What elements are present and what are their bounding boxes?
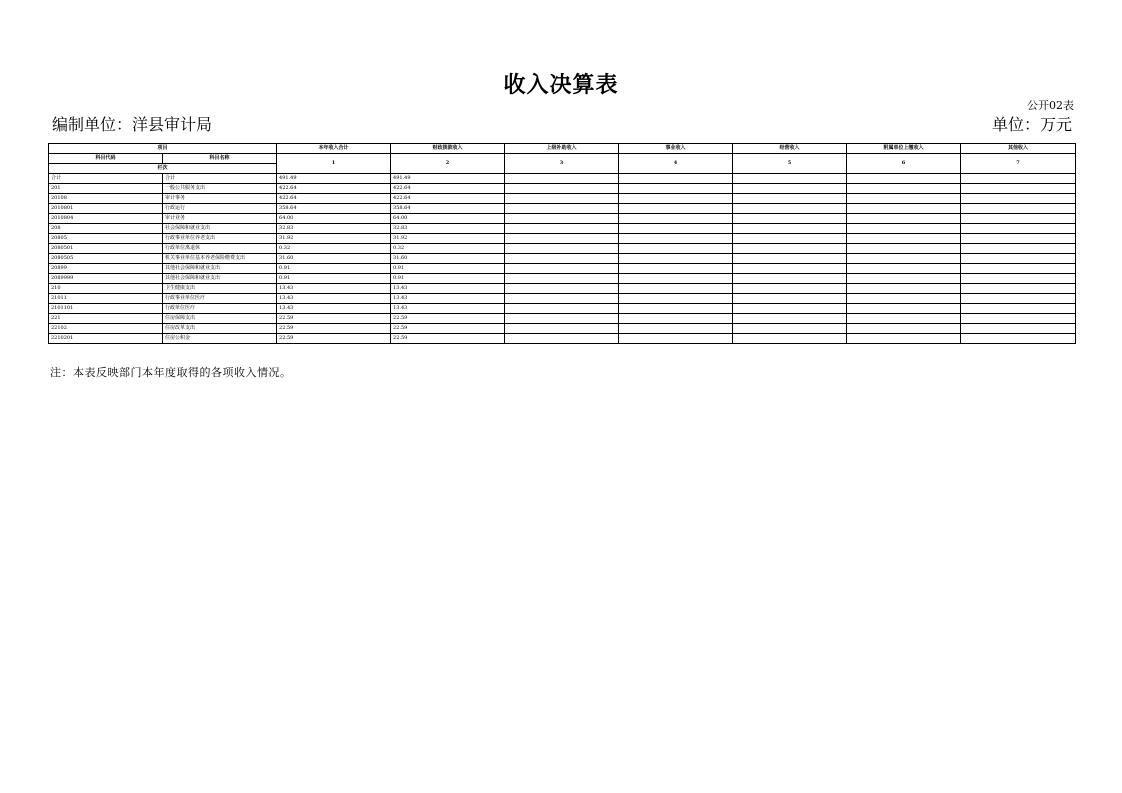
cell-subsidiary (847, 334, 961, 344)
cell-operating (733, 174, 847, 184)
cell-other (961, 264, 1076, 274)
cell-other (961, 214, 1076, 224)
cell-subsidiary (847, 244, 961, 254)
cell-name: 社会保障和就业支出 (163, 224, 277, 234)
cell-fiscal: 13.43 (391, 294, 505, 304)
header-row-2 (49, 154, 1076, 164)
cell-superior (505, 234, 619, 244)
cell-total: 491.49 (277, 174, 391, 184)
cell-business (619, 284, 733, 294)
cell-subsidiary (847, 324, 961, 334)
cell-fiscal: 0.32 (391, 244, 505, 254)
cell-code: 2010801 (49, 204, 163, 214)
cell-subsidiary (847, 264, 961, 274)
cell-business (619, 214, 733, 224)
cell-name: 审计业务 (163, 214, 277, 224)
cell-other (961, 224, 1076, 234)
header-project: 项目 (49, 144, 277, 154)
cell-business (619, 224, 733, 234)
cell-other (961, 184, 1076, 194)
cell-total: 22.59 (277, 314, 391, 324)
header-col-3: 上级补助收入 (505, 144, 619, 154)
cell-subsidiary (847, 204, 961, 214)
cell-business (619, 264, 733, 274)
cell-superior (505, 204, 619, 214)
cell-code: 210 (49, 284, 163, 294)
cell-fiscal: 64.00 (391, 214, 505, 224)
table-row (49, 284, 1076, 294)
table-row (49, 294, 1076, 304)
cell-superior (505, 254, 619, 264)
unit-label: 单位：万元 (991, 115, 1072, 134)
cell-fiscal: 0.91 (391, 264, 505, 274)
cell-code: 合计 (49, 174, 163, 184)
cell-total: 0.91 (277, 274, 391, 284)
cell-code: 2101101 (49, 304, 163, 314)
cell-code: 208 (49, 224, 163, 234)
cell-other (961, 334, 1076, 344)
cell-superior (505, 214, 619, 224)
cell-operating (733, 194, 847, 204)
cell-total: 64.00 (277, 214, 391, 224)
cell-name: 合计 (163, 174, 277, 184)
cell-business (619, 174, 733, 184)
header-col-2: 财政拨款收入 (391, 144, 505, 154)
cell-superior (505, 274, 619, 284)
cell-business (619, 294, 733, 304)
cell-name: 行政单位离退休 (163, 244, 277, 254)
cell-code: 201 (49, 184, 163, 194)
cell-business (619, 244, 733, 254)
cell-other (961, 314, 1076, 324)
cell-operating (733, 324, 847, 334)
cell-total: 13.43 (277, 284, 391, 294)
cell-name: 住房改革支出 (163, 324, 277, 334)
cell-superior (505, 334, 619, 344)
col-num-5: 5 (733, 154, 847, 174)
cell-operating (733, 294, 847, 304)
cell-business (619, 324, 733, 334)
table-row (49, 324, 1076, 334)
org-label: 编制单位：洋县审计局 (52, 115, 213, 134)
cell-superior (505, 304, 619, 314)
table-row (49, 174, 1076, 184)
cell-business (619, 204, 733, 214)
cell-subsidiary (847, 174, 961, 184)
cell-fiscal: 358.64 (391, 204, 505, 214)
cell-other (961, 254, 1076, 264)
cell-name: 其他社会保障和就业支出 (163, 274, 277, 284)
col-num-6: 6 (847, 154, 961, 174)
cell-subsidiary (847, 314, 961, 324)
cell-code: 221 (49, 314, 163, 324)
table-row (49, 274, 1076, 284)
cell-name: 行政事业单位养老支出 (163, 234, 277, 244)
cell-fiscal: 13.43 (391, 304, 505, 314)
cell-code: 22102 (49, 324, 163, 334)
cell-operating (733, 184, 847, 194)
cell-operating (733, 274, 847, 284)
cell-fiscal: 13.43 (391, 284, 505, 294)
cell-fiscal: 32.83 (391, 224, 505, 234)
cell-fiscal: 422.64 (391, 194, 505, 204)
cell-other (961, 174, 1076, 184)
cell-operating (733, 334, 847, 344)
cell-other (961, 304, 1076, 314)
cell-other (961, 194, 1076, 204)
table-row (49, 234, 1076, 244)
cell-operating (733, 254, 847, 264)
header-col-7: 其他收入 (961, 144, 1076, 154)
cell-business (619, 274, 733, 284)
cell-name: 其他社会保障和就业支出 (163, 264, 277, 274)
cell-business (619, 304, 733, 314)
cell-total: 22.59 (277, 334, 391, 344)
table-row (49, 304, 1076, 314)
header-seq: 栏次 (49, 164, 277, 174)
cell-total: 22.59 (277, 324, 391, 334)
cell-other (961, 274, 1076, 284)
cell-operating (733, 224, 847, 234)
col-num-4: 4 (619, 154, 733, 174)
cell-name: 行政事业单位医疗 (163, 294, 277, 304)
cell-subsidiary (847, 224, 961, 234)
cell-code: 2080501 (49, 244, 163, 254)
cell-superior (505, 314, 619, 324)
cell-fiscal: 22.59 (391, 324, 505, 334)
cell-total: 31.92 (277, 234, 391, 244)
cell-code: 20805 (49, 234, 163, 244)
cell-operating (733, 214, 847, 224)
table-row (49, 224, 1076, 234)
cell-name: 审计事务 (163, 194, 277, 204)
cell-other (961, 244, 1076, 254)
cell-total: 13.43 (277, 304, 391, 314)
cell-other (961, 204, 1076, 214)
cell-subsidiary (847, 194, 961, 204)
form-code: 公开02表 (1027, 99, 1074, 112)
cell-superior (505, 184, 619, 194)
cell-code: 2080505 (49, 254, 163, 264)
header-name: 科目名称 (163, 154, 277, 164)
income-table (48, 143, 1076, 344)
footnote: 注：本表反映部门本年度取得的各项收入情况。 (50, 366, 292, 379)
cell-name: 住房公积金 (163, 334, 277, 344)
header-col-1: 本年收入合计 (277, 144, 391, 154)
cell-name: 机关事业单位基本养老保险缴费支出 (163, 254, 277, 264)
page-title: 收入决算表 (503, 72, 619, 98)
table-row (49, 334, 1076, 344)
table-row (49, 314, 1076, 324)
cell-business (619, 334, 733, 344)
cell-total: 422.64 (277, 194, 391, 204)
header-col-4: 事业收入 (619, 144, 733, 154)
cell-total: 0.32 (277, 244, 391, 254)
cell-operating (733, 234, 847, 244)
header-code: 科目代码 (49, 154, 163, 164)
table-row (49, 214, 1076, 224)
cell-operating (733, 284, 847, 294)
cell-code: 2089999 (49, 274, 163, 284)
cell-code: 20899 (49, 264, 163, 274)
cell-subsidiary (847, 274, 961, 284)
cell-subsidiary (847, 284, 961, 294)
cell-fiscal: 0.91 (391, 274, 505, 284)
cell-name: 卫生健康支出 (163, 284, 277, 294)
table-row (49, 254, 1076, 264)
cell-subsidiary (847, 304, 961, 314)
col-num-7: 7 (961, 154, 1076, 174)
header-row-1 (49, 144, 1076, 154)
table-row (49, 194, 1076, 204)
cell-business (619, 254, 733, 264)
col-num-3: 3 (505, 154, 619, 174)
cell-other (961, 324, 1076, 334)
cell-operating (733, 244, 847, 254)
cell-name: 住房保障支出 (163, 314, 277, 324)
cell-business (619, 314, 733, 324)
cell-fiscal: 491.49 (391, 174, 505, 184)
col-num-1: 1 (277, 154, 391, 174)
table-row (49, 244, 1076, 254)
cell-total: 358.64 (277, 204, 391, 214)
cell-subsidiary (847, 234, 961, 244)
cell-name: 一般公共服务支出 (163, 184, 277, 194)
cell-operating (733, 314, 847, 324)
cell-superior (505, 264, 619, 274)
cell-total: 0.91 (277, 264, 391, 274)
cell-total: 31.60 (277, 254, 391, 264)
cell-superior (505, 294, 619, 304)
cell-fiscal: 22.59 (391, 334, 505, 344)
cell-superior (505, 174, 619, 184)
cell-total: 422.64 (277, 184, 391, 194)
cell-fiscal: 22.59 (391, 314, 505, 324)
cell-subsidiary (847, 254, 961, 264)
header-col-5: 经营收入 (733, 144, 847, 154)
cell-operating (733, 204, 847, 214)
cell-total: 32.83 (277, 224, 391, 234)
cell-superior (505, 224, 619, 234)
table-row (49, 184, 1076, 194)
cell-superior (505, 324, 619, 334)
cell-business (619, 184, 733, 194)
cell-other (961, 234, 1076, 244)
cell-name: 行政运行 (163, 204, 277, 214)
cell-code: 2210201 (49, 334, 163, 344)
cell-superior (505, 284, 619, 294)
cell-fiscal: 31.60 (391, 254, 505, 264)
cell-business (619, 234, 733, 244)
cell-operating (733, 264, 847, 274)
table-row (49, 204, 1076, 214)
cell-other (961, 294, 1076, 304)
cell-subsidiary (847, 294, 961, 304)
cell-subsidiary (847, 214, 961, 224)
cell-name: 行政单位医疗 (163, 304, 277, 314)
cell-fiscal: 422.64 (391, 184, 505, 194)
cell-superior (505, 194, 619, 204)
header-col-6: 附属单位上缴收入 (847, 144, 961, 154)
table-row (49, 264, 1076, 274)
cell-code: 21011 (49, 294, 163, 304)
cell-code: 20108 (49, 194, 163, 204)
cell-code: 2010804 (49, 214, 163, 224)
cell-subsidiary (847, 184, 961, 194)
col-num-2: 2 (391, 154, 505, 174)
cell-fiscal: 31.92 (391, 234, 505, 244)
cell-other (961, 284, 1076, 294)
cell-superior (505, 244, 619, 254)
cell-total: 13.43 (277, 294, 391, 304)
cell-business (619, 194, 733, 204)
cell-operating (733, 304, 847, 314)
